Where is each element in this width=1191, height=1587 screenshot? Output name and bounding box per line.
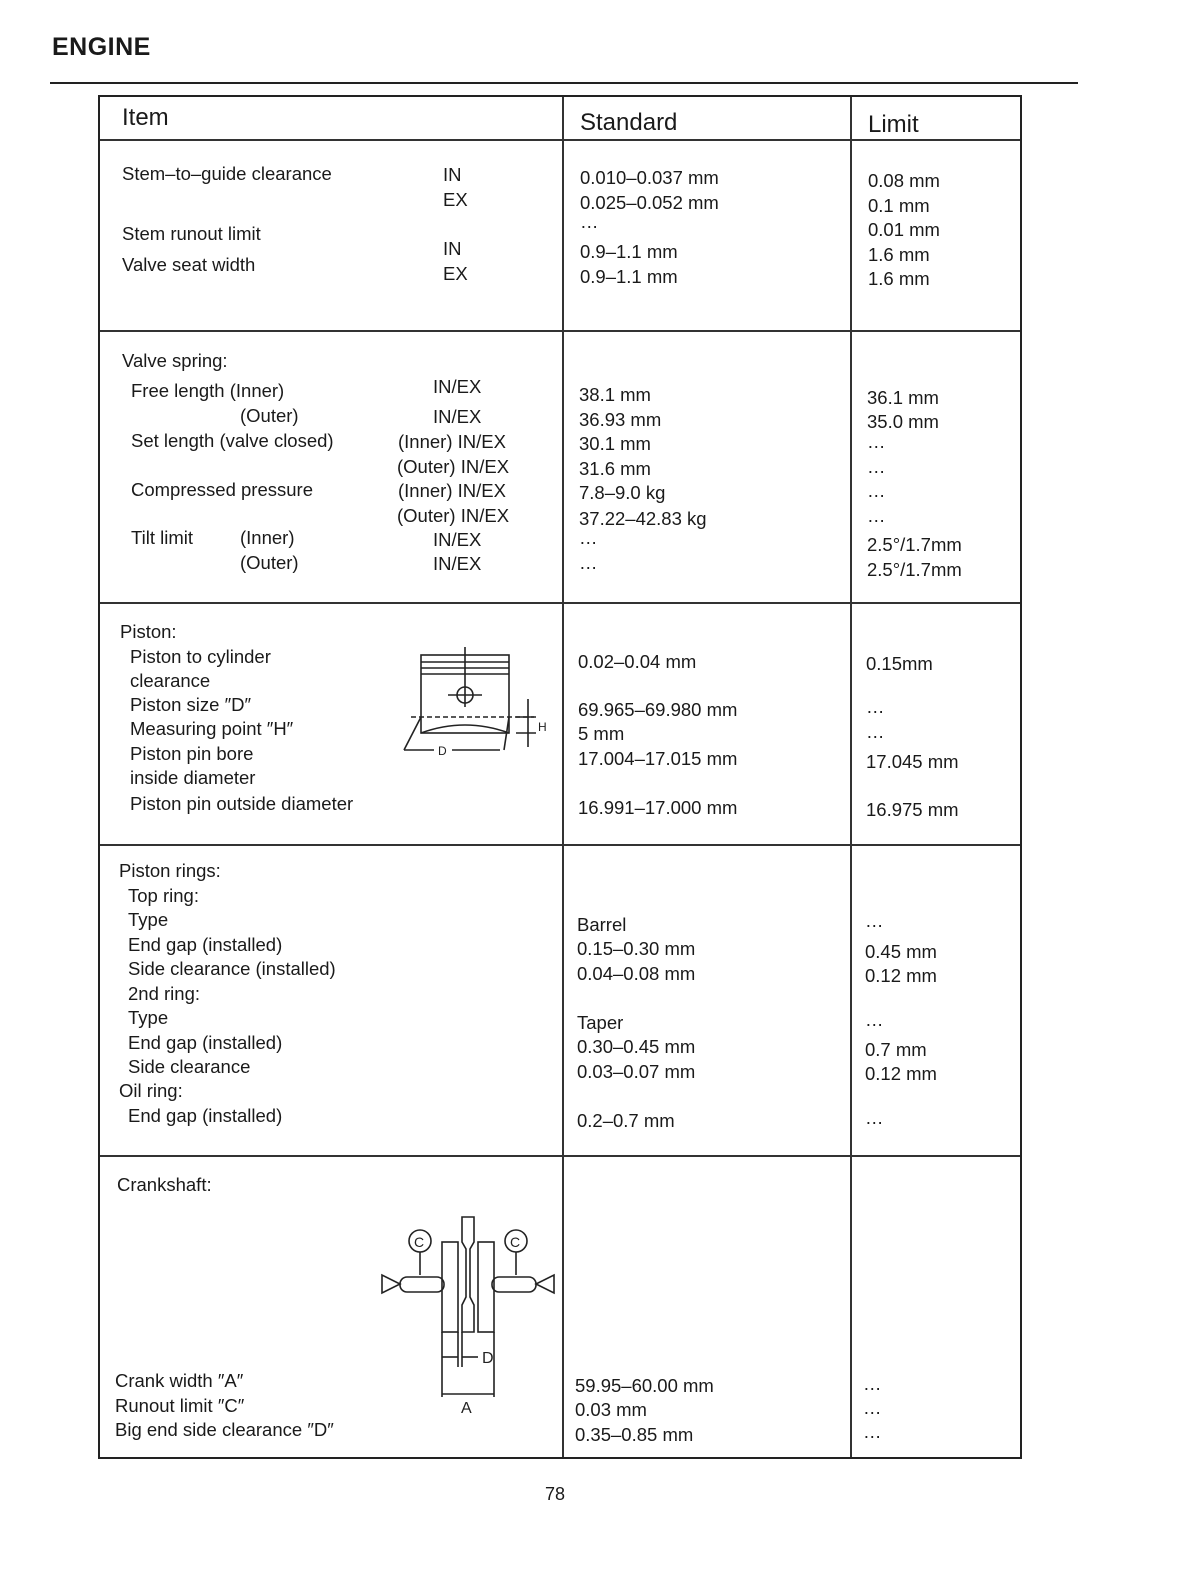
header-divider — [100, 139, 1020, 141]
sub-label: IN/EX — [433, 553, 482, 574]
standard-value: 36.93 mm — [579, 409, 662, 430]
spec-table — [98, 95, 1022, 1459]
standard-value: 0.9–1.1 mm — [580, 241, 678, 262]
page-number: 78 — [545, 1484, 566, 1504]
row-heading: Piston: — [120, 621, 177, 642]
standard-value: 0.025–0.052 mm — [580, 192, 719, 213]
piston-skirt — [421, 725, 509, 733]
standard-value: Barrel — [577, 914, 627, 935]
sub-label: (Inner) IN/EX — [398, 431, 506, 452]
item-line: Tilt limit — [131, 527, 193, 548]
item-line: End gap (installed) — [128, 934, 283, 955]
item-line: Piston pin outside diameter — [130, 793, 354, 814]
sub-label: EX — [443, 263, 468, 284]
standard-value: 5 mm — [578, 723, 625, 744]
limit-value: … — [865, 1107, 884, 1128]
limit-value: 0.45 mm — [865, 941, 937, 962]
item-line: End gap (installed) — [128, 1105, 283, 1126]
sub-label: (Inner) IN/EX — [398, 480, 506, 501]
shaft-right — [492, 1277, 536, 1292]
row-divider — [100, 602, 1020, 604]
standard-value: 0.010–0.037 mm — [580, 167, 719, 188]
standard-value: … — [579, 527, 598, 548]
limit-value: … — [863, 1373, 882, 1394]
item-line: Type — [128, 909, 169, 930]
item-line: 2nd ring: — [128, 983, 200, 1004]
diagram-label-d: D — [482, 1350, 494, 1367]
item-line: Side clearance (installed) — [128, 958, 336, 979]
limit-value: … — [863, 1421, 882, 1442]
limit-value: 2.5°/1.7mm — [867, 559, 962, 580]
row-divider — [100, 1155, 1020, 1157]
limit-value: … — [866, 696, 885, 717]
item-line: clearance — [130, 670, 211, 691]
sub-label: IN/EX — [433, 529, 482, 550]
standard-value: 30.1 mm — [579, 433, 651, 454]
limit-value: 36.1 mm — [867, 387, 939, 408]
diagram-label-c: C — [510, 1234, 521, 1250]
standard-value: 0.2–0.7 mm — [577, 1110, 675, 1131]
item-line: Piston size ″D″ — [130, 694, 252, 715]
row-divider — [100, 330, 1020, 332]
limit-value: 0.12 mm — [865, 965, 937, 986]
item-line: Valve seat width — [122, 254, 256, 275]
limit-value: … — [867, 456, 886, 477]
piston-diagram — [396, 647, 556, 762]
item-line: Crank width ″A″ — [115, 1370, 244, 1391]
row-heading: Piston rings: — [119, 860, 221, 881]
limit-value: 0.7 mm — [865, 1039, 927, 1060]
connecting-rod — [462, 1217, 474, 1332]
item-line: Type — [128, 1007, 169, 1028]
item-line: Stem–to–guide clearance — [122, 163, 332, 184]
title-rule — [50, 82, 1078, 84]
standard-value: 0.30–0.45 mm — [577, 1036, 696, 1057]
limit-value: 0.1 mm — [868, 195, 930, 216]
standard-value: 7.8–9.0 kg — [579, 482, 666, 503]
item-line: Free length (Inner) — [131, 380, 285, 401]
standard-value: 0.35–0.85 mm — [575, 1424, 694, 1445]
sub-label: IN/EX — [433, 406, 482, 427]
item-line: Stem runout limit — [122, 223, 261, 244]
item-line: Piston to cylinder — [130, 646, 271, 667]
item-line: (Inner) — [240, 527, 295, 548]
limit-value: 0.12 mm — [865, 1063, 937, 1084]
item-line: End gap (installed) — [128, 1032, 283, 1053]
limit-value: 2.5°/1.7mm — [867, 534, 962, 555]
standard-value: 31.6 mm — [579, 458, 651, 479]
limit-value: … — [865, 910, 884, 931]
standard-value: 69.965–69.980 mm — [578, 699, 738, 720]
header-limit: Limit — [868, 111, 919, 138]
limit-value: 1.6 mm — [868, 268, 930, 289]
item-line: Measuring point ″H″ — [130, 718, 294, 739]
item-line: (Outer) — [240, 552, 299, 573]
item-line: Runout limit ″C″ — [115, 1395, 245, 1416]
center-point — [382, 1275, 400, 1293]
standard-value: … — [579, 552, 598, 573]
limit-value: … — [866, 721, 885, 742]
header-standard: Standard — [580, 109, 678, 136]
standard-value: 0.02–0.04 mm — [578, 651, 697, 672]
column-divider — [850, 97, 852, 1457]
limit-value: 16.975 mm — [866, 799, 959, 820]
crankshaft-diagram — [378, 1207, 558, 1417]
diagram-label-d: D — [438, 744, 447, 758]
column-divider — [562, 97, 564, 1457]
standard-value: 0.04–0.08 mm — [577, 963, 696, 984]
item-line: Side clearance — [128, 1056, 251, 1077]
sub-label: IN/EX — [433, 376, 482, 397]
standard-value: 0.03–0.07 mm — [577, 1061, 696, 1082]
limit-value: 35.0 mm — [867, 411, 939, 432]
standard-value: 0.15–0.30 mm — [577, 938, 696, 959]
item-line: Compressed pressure — [131, 479, 313, 500]
row-heading: Crankshaft: — [117, 1174, 212, 1195]
limit-value: 1.6 mm — [868, 244, 930, 265]
sub-label: IN — [443, 238, 462, 259]
standard-value: 16.991–17.000 mm — [578, 797, 738, 818]
row-heading: Valve spring: — [122, 350, 228, 371]
standard-value: 0.03 mm — [575, 1399, 647, 1420]
standard-value: 38.1 mm — [579, 384, 651, 405]
limit-value: 0.15mm — [866, 653, 933, 674]
item-line: Piston pin bore — [130, 743, 254, 764]
item-line: Big end side clearance ″D″ — [115, 1419, 334, 1440]
sub-label: (Outer) IN/EX — [397, 505, 510, 526]
sub-label: (Outer) IN/EX — [397, 456, 510, 477]
item-line: Oil ring: — [119, 1080, 183, 1101]
limit-value: 0.08 mm — [868, 170, 940, 191]
shaft-left — [400, 1277, 444, 1292]
header-item: Item — [122, 104, 169, 131]
limit-value: … — [867, 431, 886, 452]
limit-value: … — [863, 1397, 882, 1418]
limit-value: … — [865, 1009, 884, 1030]
standard-value: 0.9–1.1 mm — [580, 266, 678, 287]
diagram-label-h: H — [538, 720, 547, 734]
standard-value: 17.004–17.015 mm — [578, 748, 738, 769]
sub-label: EX — [443, 189, 468, 210]
item-line: inside diameter — [130, 767, 256, 788]
item-line: Top ring: — [128, 885, 199, 906]
item-line: (Outer) — [240, 405, 299, 426]
extension-line — [404, 717, 421, 750]
limit-value: … — [867, 505, 886, 526]
standard-value: Taper — [577, 1012, 624, 1033]
standard-value: 37.22–42.83 kg — [579, 508, 707, 529]
row-divider — [100, 844, 1020, 846]
section-title: ENGINE — [52, 33, 151, 61]
center-point — [536, 1275, 554, 1293]
diagram-label-c: C — [414, 1234, 425, 1250]
item-line: Set length (valve closed) — [131, 430, 334, 451]
standard-value: … — [580, 211, 599, 232]
sub-label: IN — [443, 164, 462, 185]
limit-value: … — [867, 480, 886, 501]
diagram-label-a: A — [461, 1400, 472, 1417]
limit-value: 0.01 mm — [868, 219, 940, 240]
limit-value: 17.045 mm — [866, 751, 959, 772]
standard-value: 59.95–60.00 mm — [575, 1375, 714, 1396]
